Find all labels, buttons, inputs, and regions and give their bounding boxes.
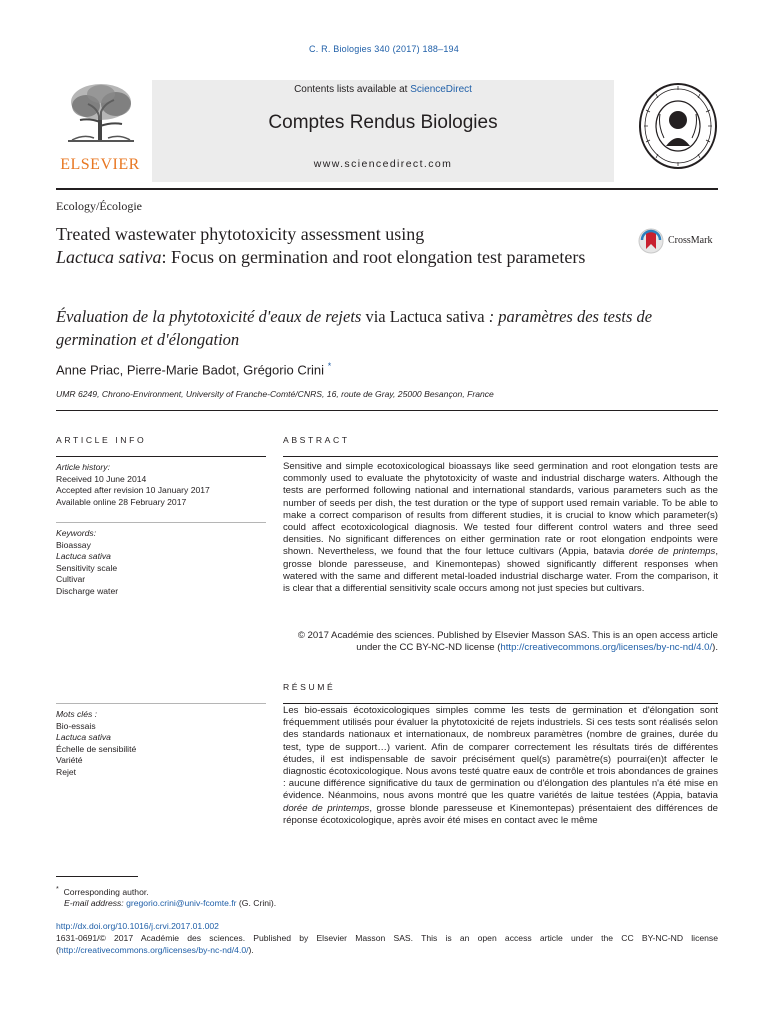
email-label: E-mail address: bbox=[64, 898, 127, 909]
resume-body bbox=[283, 705, 718, 827]
motscles-block bbox=[56, 709, 266, 778]
article-info-heading: ARTICLE INFO bbox=[56, 435, 147, 445]
license-link[interactable]: http://creativecommons.org/licenses/by-nc-nd/4.0/ bbox=[500, 642, 713, 654]
motcle-item: Bio-essais bbox=[56, 720, 96, 731]
abstract-text-1: Sensitive and simple ecotoxicological bioassays like seed germination and root elongation tests are commonly used to evaluate the phytotoxicity of waste and industrial discharge waters. Although the tests are performed following national and international standards, various parameters such as the number of seeds per dish, the test duration or the type of support used remain variable. To be able to make a correct comparison of results from different studies, it is crucial to know which parameter(s) could affect ecotoxicological diagnosis. We tested four different control waters and three seed densities. No significant differences on either germination rate or root elongation endpoints were shown. Nevertheless, we found that the four lettuce cultivars (Appia, batavia bbox=[283, 461, 718, 558]
journal-url[interactable]: www.sciencedirect.com bbox=[313, 158, 453, 170]
email-link[interactable]: gregorio.crini@univ-fcomte.fr bbox=[126, 898, 237, 909]
seal-icon[interactable] bbox=[636, 80, 720, 172]
title-rule bbox=[56, 410, 718, 411]
title-fr-part-2: via Lactuca sativa bbox=[361, 307, 489, 326]
elsevier-wordmark: ELSEVIER bbox=[60, 156, 140, 173]
motcle-item: Échelle de sensibilité bbox=[56, 743, 137, 754]
author-list bbox=[56, 361, 331, 377]
motscles-label: Mots clés : bbox=[56, 709, 98, 719]
header-rule bbox=[56, 188, 718, 190]
abstract-copyright bbox=[283, 630, 718, 654]
abstract-rule bbox=[283, 456, 718, 457]
email-suffix: (G. Crini). bbox=[236, 898, 277, 909]
copyright-end: ). bbox=[712, 642, 718, 654]
motscles-rule bbox=[56, 703, 266, 704]
footnote bbox=[56, 884, 276, 910]
resume-text-2: , grosse blonde paresseuse et Kinemontepas) présentaient des différences de réponse écotoxicologique, après avoir été mises en contact avec le même bbox=[283, 802, 718, 826]
keywords-rule bbox=[56, 522, 266, 523]
elsevier-logo[interactable] bbox=[56, 82, 144, 174]
authors-names: Anne Priac, Pierre-Marie Badot, Grégorio Crini bbox=[56, 362, 325, 378]
footer-license-link[interactable]: http://creativecommons.org/licenses/by-nc-nd/4.0/ bbox=[58, 944, 249, 955]
license-end: ). bbox=[248, 944, 254, 955]
resume-heading: RÉSUMÉ bbox=[283, 682, 336, 692]
history-received: Received 10 June 2014 bbox=[56, 473, 147, 484]
journal-name[interactable]: Comptes Rendus Biologies bbox=[268, 112, 498, 133]
title-en-species: Lactuca sativa bbox=[56, 247, 162, 267]
abstract-text-2: , grosse blonde paresseuse, and Kinemontepas) showed significantly different responses when watered with the same and different metal-loaded industrial discharge water. From the comparison, it is clear that a differential sensitivity scale occurs among not just species but cultivars. bbox=[283, 546, 718, 595]
contents-prefix: Contents lists available at bbox=[294, 84, 411, 95]
abstract-body bbox=[283, 461, 718, 595]
journal-masthead bbox=[152, 80, 614, 182]
motcle-item: Lactuca sativa bbox=[56, 732, 111, 742]
keyword-item: Discharge water bbox=[56, 585, 119, 596]
keywords-label: Keywords: bbox=[56, 528, 97, 538]
license-statement bbox=[56, 933, 718, 956]
history-label: Article history: bbox=[56, 462, 110, 472]
resume-text-italic: dorée de printemps bbox=[283, 802, 370, 814]
abstract-text-italic: dorée de printemps bbox=[628, 546, 716, 558]
motcle-item: Rejet bbox=[56, 766, 77, 777]
resume-rule bbox=[283, 703, 718, 704]
footnote-rule bbox=[56, 876, 138, 877]
article-title-en bbox=[56, 223, 626, 269]
crossmark-icon bbox=[638, 228, 664, 254]
sciencedirect-link[interactable]: ScienceDirect bbox=[410, 84, 472, 95]
keyword-item: Bioassay bbox=[56, 539, 91, 550]
resume-text-1: Les bio-essais écotoxicologiques simples comme les tests de germination et d'élongation sont fréquemment utilisés pour évaluer la phytotoxicité de rejets industriels. Si ces tests sont réalisés selon des standards nationaux et internationaux, de nombreux paramètres (nombre de graines, durée du test, type de support…) varient. Afin de comparer correctement les résultats tirés de différentes études, il est indispensable de savoir précisément quel(s) paramètre(s) pourrai(en)t affecter le diagnostic écotoxicologique. Nous avons testé quatre eaux de contrôle et trois abondances de graines : aucune différence significative du taux de germination ou d'élongation des plantules n'a été mise en évidence. Néanmoins, nous avons montré que les quatre variétés de laitue testées (Appia, batavia bbox=[283, 705, 718, 802]
history-online: Available online 28 February 2017 bbox=[56, 496, 187, 507]
history-accepted: Accepted after revision 10 January 2017 bbox=[56, 485, 210, 495]
crossmark-badge[interactable] bbox=[636, 228, 726, 254]
corresponding-author-note: Corresponding author. bbox=[63, 886, 149, 897]
journal-reference[interactable]: C. R. Biologies 340 (2017) 188–194 bbox=[309, 44, 459, 54]
motcle-item: Variété bbox=[56, 755, 83, 765]
article-info-rule bbox=[56, 456, 266, 457]
crossmark-label: CrossMark bbox=[668, 235, 713, 246]
title-fr-part-3: : paramètres des tests de germination et d'élongation bbox=[56, 307, 653, 349]
copyright-text: © 2017 Académie des sciences. Published by Elsevier Masson SAS. This is an open access article under the CC BY-NC-ND license ( bbox=[297, 630, 718, 654]
author-affiliation: UMR 6249, Chrono-Environment, University of Franche-Comté/CNRS, 16, route de Gray, 25000 Besançon, France bbox=[56, 389, 494, 399]
elsevier-tree-icon bbox=[64, 82, 138, 144]
contents-line bbox=[152, 84, 614, 95]
corresponding-author-mark[interactable]: * bbox=[327, 361, 332, 371]
article-title-fr bbox=[56, 305, 656, 351]
doi-link[interactable]: http://dx.doi.org/10.1016/j.crvi.2017.01.002 bbox=[56, 921, 219, 931]
section-label: Ecology/Écologie bbox=[56, 199, 142, 213]
keyword-item: Sensitivity scale bbox=[56, 562, 118, 573]
keyword-item: Cultivar bbox=[56, 574, 86, 584]
title-en-part-1: Treated wastewater phytotoxicity assessment using bbox=[56, 224, 425, 244]
title-en-part-2: : Focus on germination and root elongation test parameters bbox=[161, 247, 586, 267]
license-text: 1631-0691/© 2017 Académie des sciences. Published by Elsevier Masson SAS. This is an open access article under the CC BY-NC-ND license ( bbox=[56, 933, 718, 955]
title-fr-part-1: Évaluation de la phytotoxicité d'eaux de rejets bbox=[56, 307, 362, 326]
keyword-item: Lactuca sativa bbox=[56, 551, 111, 561]
academie-seal-icon bbox=[636, 80, 720, 172]
footnote-mark: * bbox=[56, 885, 59, 893]
article-history bbox=[56, 462, 266, 508]
abstract-heading: ABSTRACT bbox=[283, 435, 350, 445]
keywords-block bbox=[56, 528, 266, 597]
